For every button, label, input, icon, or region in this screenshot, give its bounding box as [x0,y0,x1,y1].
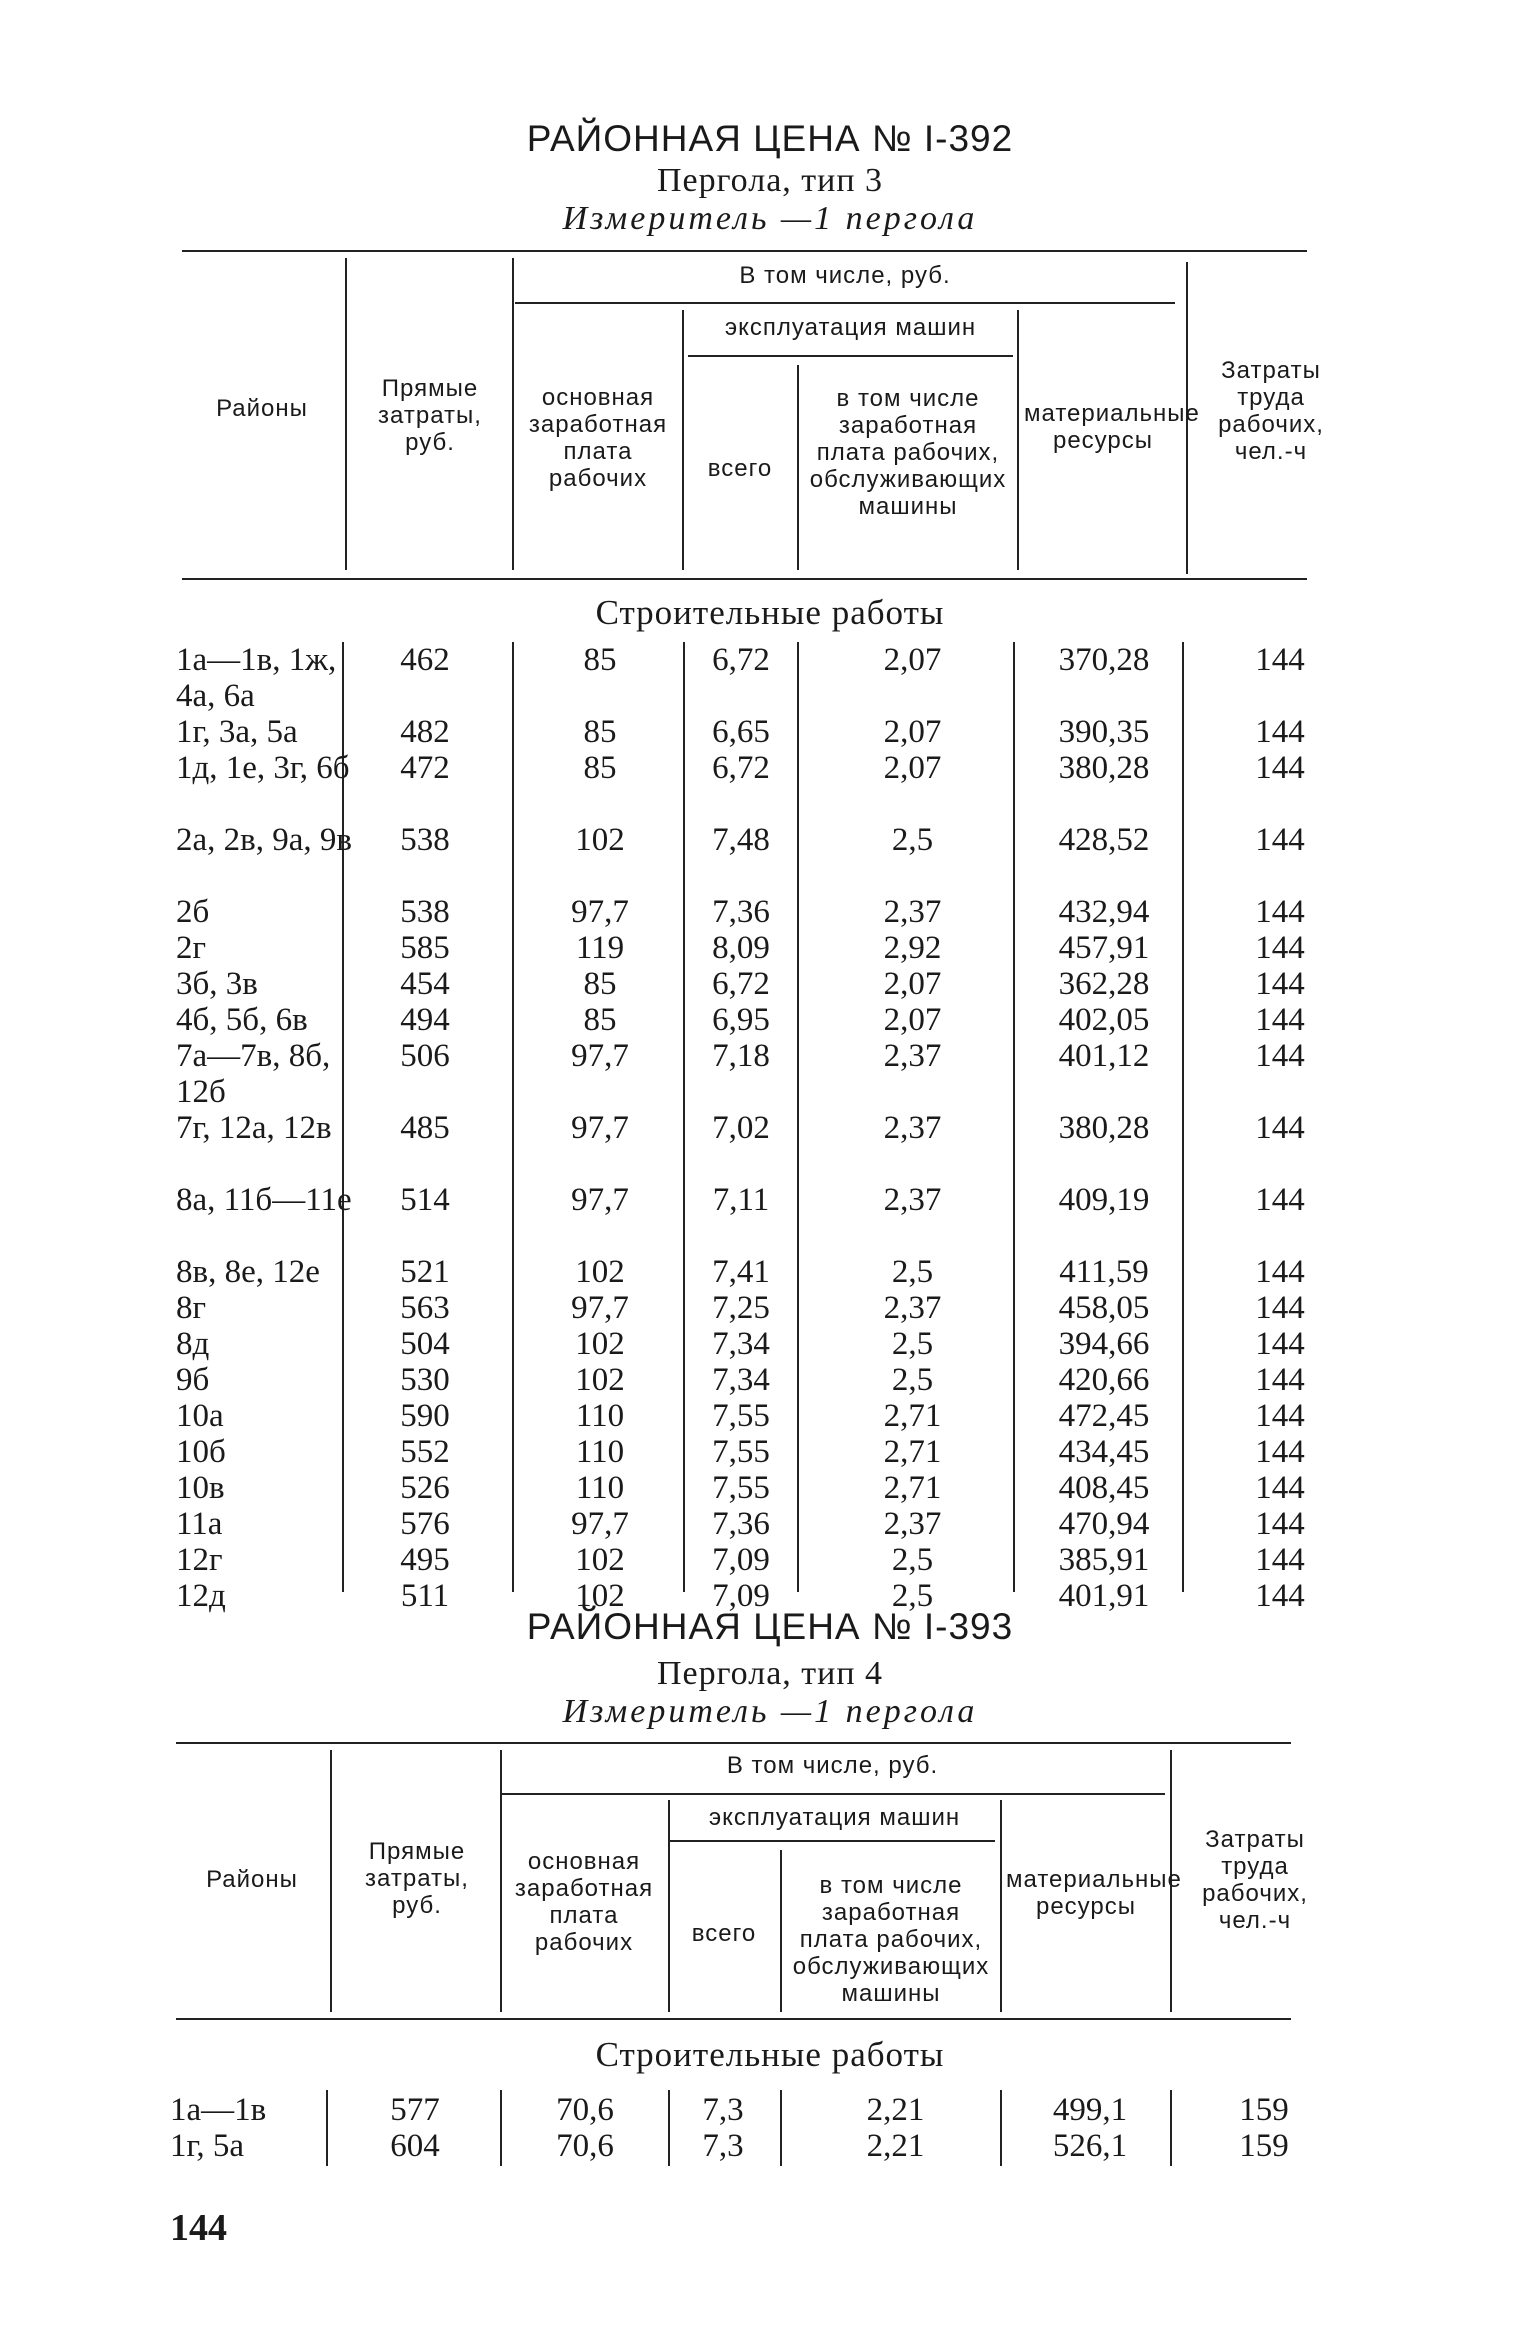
row-value-cell: 110 [575,1398,625,1434]
row-value-cell: 2,21 [866,2128,925,2164]
row-region-cell: 1д, 1е, 3г, 6б [176,750,350,786]
row-value-cell: 454 [400,966,450,1002]
row-region-cell: 4б, 5б, 6в [176,1002,308,1038]
row-region-cell: 10б [176,1434,226,1470]
row-value-cell: 482 [400,714,450,750]
row-value-cell: 7,11 [712,1182,770,1218]
row-value-cell: 380,28 [1058,750,1150,786]
row-value-cell: 144 [1255,1470,1305,1506]
row-value-cell: 485 [400,1110,450,1146]
row-value-cell: 2,5 [891,822,934,858]
row-value-cell: 2,07 [883,1002,942,1038]
row-value-cell: 506 [400,1038,450,1074]
col-header-regions: Районы [216,395,308,422]
row-value-cell: 7,34 [712,1362,770,1398]
table1-body-vline [512,642,514,1592]
price-subtitle-2: Пергола, тип 4 [656,1655,884,1692]
row-value-cell: 6,72 [712,750,770,786]
row-value-cell: 2,5 [891,1254,934,1290]
row-value-cell: 159 [1239,2092,1289,2128]
row-value-cell: 85 [583,966,617,1002]
row-region-cell: 11а [176,1506,223,1542]
col-header-direct-costs: Прямые затраты, руб. [378,375,482,456]
row-value-cell: 385,91 [1058,1542,1150,1578]
row-value-cell: 577 [390,2092,440,2128]
table1-including-rule [515,302,1175,304]
row-value-cell: 2,21 [866,2092,925,2128]
row-value-cell: 472 [400,750,450,786]
row-value-cell: 7,48 [712,822,770,858]
row-region-cell: 10в [176,1470,225,1506]
row-region-cell: 10а [176,1398,224,1434]
row-value-cell: 144 [1255,714,1305,750]
col-header-machine-operation: эксплуатация машин [724,314,977,341]
row-value-cell: 2,37 [883,1110,942,1146]
row-value-cell: 144 [1255,750,1305,786]
row-region-cell: 7а—7в, 8б, 12б [176,1038,331,1110]
row-value-cell: 97,7 [571,1038,629,1074]
row-region-cell: 8д [176,1326,210,1362]
row-value-cell: 434,45 [1058,1434,1150,1470]
row-value-cell: 6,72 [712,966,770,1002]
row-value-cell: 7,09 [712,1542,770,1578]
row-value-cell: 7,36 [712,894,770,930]
row-region-cell: 2б [176,894,210,930]
row-value-cell: 7,55 [712,1434,770,1470]
table2-vline [780,1850,782,2012]
row-value-cell: 7,3 [702,2128,744,2164]
row-value-cell: 2,71 [883,1398,942,1434]
row-value-cell: 144 [1255,1290,1305,1326]
table2-top-rule [176,1742,1291,1744]
row-value-cell: 144 [1255,1038,1305,1074]
row-value-cell: 7,36 [712,1506,770,1542]
row-value-cell: 394,66 [1058,1326,1150,1362]
row-value-cell: 432,94 [1058,894,1150,930]
row-value-cell: 85 [583,750,617,786]
row-value-cell: 2,37 [883,1290,942,1326]
row-value-cell: 576 [400,1506,450,1542]
row-value-cell: 144 [1255,1542,1305,1578]
price-title-2: РАЙОННАЯ ЦЕНА № I-393 [526,1606,1014,1647]
row-region-cell: 1г, 3а, 5а [176,714,298,750]
col-header-machine-salary-2: в том числе заработная плата рабочих, обслуживающих машины [792,1872,990,2007]
row-value-cell: 7,55 [712,1470,770,1506]
table2-vline [500,1750,502,2012]
table1-header-bottom-rule [182,578,1307,580]
row-region-cell: 12д [176,1578,226,1614]
row-region-cell: 9б [176,1362,210,1398]
row-value-cell: 85 [583,714,617,750]
row-value-cell: 144 [1255,1434,1305,1470]
row-value-cell: 97,7 [571,1110,629,1146]
row-value-cell: 521 [400,1254,450,1290]
row-value-cell: 514 [400,1182,450,1218]
table1-vline [682,310,684,570]
row-value-cell: 144 [1255,894,1305,930]
table1-top-rule [182,250,1307,252]
col-header-machine-operation-2: эксплуатация машин [708,1804,961,1831]
row-value-cell: 144 [1255,966,1305,1002]
row-value-cell: 7,09 [712,1578,770,1614]
row-value-cell: 408,45 [1058,1470,1150,1506]
row-value-cell: 2,92 [883,930,942,966]
row-value-cell: 457,91 [1058,930,1150,966]
row-region-cell: 8в, 8е, 12е [176,1254,320,1290]
col-header-base-salary: основная заработная плата рабочих [528,384,668,492]
row-value-cell: 7,3 [702,2092,744,2128]
row-region-cell: 1а—1в [170,2092,267,2128]
price-subtitle-1: Пергола, тип 3 [656,162,884,199]
row-value-cell: 2,07 [883,642,942,678]
table2-body-vline [780,2090,782,2166]
section-title-1: Строительные работы [595,593,945,632]
row-value-cell: 538 [400,894,450,930]
col-header-materials: материальные ресурсы [1024,400,1200,454]
row-value-cell: 538 [400,822,450,858]
table1-vline [512,258,514,570]
row-value-cell: 110 [575,1434,625,1470]
row-value-cell: 97,7 [571,1290,629,1326]
row-value-cell: 499,1 [1052,2092,1128,2128]
row-value-cell: 2,37 [883,1506,942,1542]
row-value-cell: 6,65 [712,714,770,750]
row-value-cell: 2,37 [883,1182,942,1218]
row-value-cell: 409,19 [1058,1182,1150,1218]
row-value-cell: 402,05 [1058,1002,1150,1038]
col-header-materials-2: материальные ресурсы [1006,1866,1182,1920]
row-value-cell: 97,7 [571,1182,629,1218]
row-value-cell: 420,66 [1058,1362,1150,1398]
row-value-cell: 411,59 [1059,1254,1149,1290]
row-value-cell: 144 [1255,1110,1305,1146]
row-value-cell: 2,71 [883,1470,942,1506]
col-header-machine-salary: в том числе заработная плата рабочих, обслуживающих машины [809,385,1007,520]
row-value-cell: 401,12 [1058,1038,1150,1074]
row-value-cell: 159 [1239,2128,1289,2164]
row-region-cell: 3б, 3в [176,966,258,1002]
row-value-cell: 144 [1255,1506,1305,1542]
row-value-cell: 144 [1255,930,1305,966]
row-value-cell: 2,71 [883,1434,942,1470]
row-value-cell: 7,25 [712,1290,770,1326]
row-value-cell: 401,91 [1058,1578,1150,1614]
row-value-cell: 70,6 [556,2092,614,2128]
page-number: 144 [170,2207,227,2249]
col-header-total-2: всего [691,1920,757,1947]
row-value-cell: 2,5 [891,1578,934,1614]
row-value-cell: 530 [400,1362,450,1398]
row-value-cell: 85 [583,642,617,678]
row-region-cell: 1г, 5а [170,2128,244,2164]
row-region-cell: 7г, 12а, 12в [176,1110,332,1146]
row-value-cell: 8,09 [712,930,770,966]
row-region-cell: 1а—1в, 1ж, 4а, 6а [176,642,337,714]
table2-machines-rule [670,1840,995,1842]
row-value-cell: 97,7 [571,1506,629,1542]
row-value-cell: 144 [1255,1578,1305,1614]
row-value-cell: 70,6 [556,2128,614,2164]
row-value-cell: 110 [575,1470,625,1506]
row-value-cell: 6,95 [712,1002,770,1038]
row-value-cell: 7,02 [712,1110,770,1146]
row-value-cell: 2,5 [891,1326,934,1362]
row-value-cell: 119 [575,930,625,966]
row-value-cell: 2,5 [891,1362,934,1398]
row-value-cell: 144 [1255,1002,1305,1038]
col-header-labor: Затраты труда рабочих, чел.-ч [1218,357,1324,465]
row-value-cell: 428,52 [1058,822,1150,858]
row-value-cell: 6,72 [712,642,770,678]
table2-vline [330,1750,332,2012]
row-value-cell: 590 [400,1398,450,1434]
table1-vline [797,365,799,570]
table1-vline [345,258,347,570]
row-value-cell: 2,07 [883,750,942,786]
col-header-including: В том числе, руб. [739,262,951,289]
price-title-1: РАЙОННАЯ ЦЕНА № I-392 [526,118,1014,159]
row-value-cell: 102 [575,1326,625,1362]
section-title-2: Строительные работы [595,2035,945,2074]
row-value-cell: 494 [400,1002,450,1038]
table1-machines-rule [688,355,1013,357]
row-value-cell: 495 [400,1542,450,1578]
row-value-cell: 7,18 [712,1038,770,1074]
table2-vline [1000,1800,1002,2012]
row-region-cell: 2а, 2в, 9а, 9в [176,822,352,858]
row-value-cell: 458,05 [1058,1290,1150,1326]
row-value-cell: 604 [390,2128,440,2164]
table2-vline [668,1800,670,2012]
row-value-cell: 85 [583,1002,617,1038]
row-value-cell: 7,41 [712,1254,770,1290]
row-value-cell: 2,07 [883,966,942,1002]
row-value-cell: 144 [1255,1254,1305,1290]
row-value-cell: 144 [1255,1326,1305,1362]
row-value-cell: 390,35 [1058,714,1150,750]
row-value-cell: 144 [1255,822,1305,858]
row-value-cell: 144 [1255,642,1305,678]
row-value-cell: 2,5 [891,1542,934,1578]
row-region-cell: 2г [176,930,207,966]
row-value-cell: 552 [400,1434,450,1470]
row-region-cell: 8а, 11б—11е [176,1182,352,1218]
row-value-cell: 102 [575,1254,625,1290]
row-value-cell: 102 [575,1362,625,1398]
row-value-cell: 472,45 [1058,1398,1150,1434]
col-header-including-2: В том числе, руб. [726,1752,939,1779]
col-header-direct-costs-2: Прямые затраты, руб. [365,1838,469,1919]
col-header-labor-2: Затраты труда рабочих, чел.-ч [1202,1826,1308,1934]
price-measure-2: Измеритель —1 пергола [562,1693,978,1730]
row-value-cell: 526 [400,1470,450,1506]
row-value-cell: 7,55 [712,1398,770,1434]
table2-header-bottom-rule [176,2018,1291,2020]
row-value-cell: 102 [575,822,625,858]
row-value-cell: 102 [575,1578,625,1614]
row-value-cell: 504 [400,1326,450,1362]
row-value-cell: 97,7 [571,894,629,930]
row-value-cell: 380,28 [1058,1110,1150,1146]
row-value-cell: 102 [575,1542,625,1578]
row-value-cell: 370,28 [1058,642,1150,678]
col-header-base-salary-2: основная заработная плата рабочих [514,1848,654,1956]
row-value-cell: 511 [400,1578,450,1614]
price-measure-1: Измеритель —1 пергола [562,200,978,237]
row-region-cell: 8г [176,1290,207,1326]
row-value-cell: 585 [400,930,450,966]
row-value-cell: 144 [1255,1398,1305,1434]
row-value-cell: 470,94 [1058,1506,1150,1542]
row-value-cell: 144 [1255,1182,1305,1218]
col-header-regions-2: Районы [206,1866,298,1893]
row-value-cell: 462 [400,642,450,678]
table1-vline [1017,310,1019,570]
row-value-cell: 362,28 [1058,966,1150,1002]
row-value-cell: 7,34 [712,1326,770,1362]
col-header-total: всего [707,455,773,482]
row-value-cell: 2,37 [883,894,942,930]
table1-body-vline [797,642,799,1592]
row-value-cell: 526,1 [1052,2128,1128,2164]
row-region-cell: 12г [176,1542,223,1578]
row-value-cell: 144 [1255,1362,1305,1398]
row-value-cell: 2,37 [883,1038,942,1074]
row-value-cell: 563 [400,1290,450,1326]
row-value-cell: 2,07 [883,714,942,750]
table2-including-rule [500,1793,1165,1795]
